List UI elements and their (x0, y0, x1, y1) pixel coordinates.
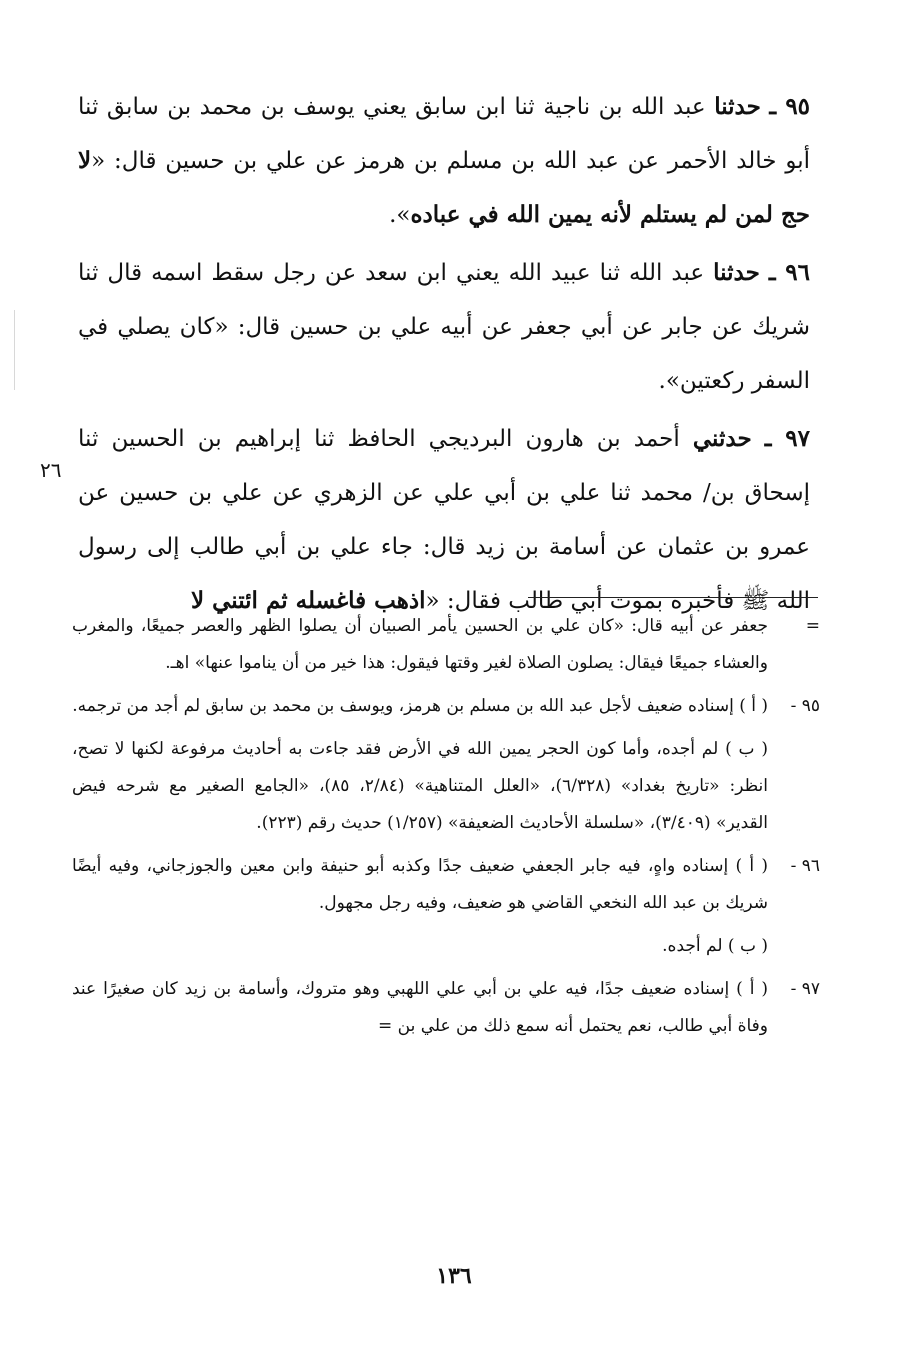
page-number: ١٣٦ (436, 1263, 472, 1289)
footnote-96 (72, 848, 820, 922)
hadith-text: عبد الله بن ناجية ثنا ابن سابق يعني يوسف بن محمد بن سابق ثنا أبو خالد الأحمر عن عبد الله بن مسلم بن هرمز عن علي بن حسين قال: « (78, 94, 810, 174)
footnote-text-a: ( أ ) إسناده ضعيف جدًا، فيه علي بن أبي علي اللهبي وهو متروك، وأسامة بن زيد كان صغيرًا عند وفاة أبي طالب، نعم يحتمل أنه سمع ذلك من علي بن = (72, 979, 768, 1036)
footnote-97 (72, 971, 820, 1045)
margin-page-reference: ٢٦ (40, 458, 62, 482)
narration-lead: حدثنا (714, 93, 761, 120)
hadith-number: ٩٦ ـ (768, 259, 811, 286)
footnote-number: ٩٧ - (790, 979, 820, 999)
hadith-end: ». (389, 202, 411, 228)
footnote-text-a: ( أ ) إسناده ضعيف لأجل عبد الله بن مسلم بن هرمز، ويوسف بن محمد بن سابق لم أجد من ترجمه. (72, 696, 768, 716)
footnote-text-a: ( أ ) إسناده واهٍ، فيه جابر الجعفي ضعيف جدًا وكذبه أبو حنيفة وابن معين والجوزجاني، وفيه أيضًا شريك بن عبد الله النخعي القاضي هو ضعيف، وفيه رجل مجهول. (72, 856, 768, 913)
footnote-number: ٩٦ - (790, 856, 820, 876)
hadith-95 (78, 80, 810, 242)
footnote-continuation (72, 608, 820, 682)
hadith-number: ٩٥ ـ (769, 93, 811, 120)
footnote-95-b: ( ب ) لم أجده، وأما كون الحجر يمين الله في الأرض فقد جاءت به أحاديث مرفوعة لكنها لا تصح، انظر: «تاريخ بغداد» (٦/٣٢٨)، «العلل المتناهية» (٢/٨٤، ٨٥)، «الجامع الصغير مع شرحه فيض القدير» (٣/٤٠٩)، «سلسلة الأحاديث الضعيفة» (١/٢٥٧) حديث رقم (٢٢٣). (72, 739, 768, 833)
hadith-96 (78, 246, 810, 408)
footnote-95 (72, 688, 820, 725)
footnote-text: جعفر عن أبيه قال: «كان علي بن الحسين يأمر الصبيان أن يصلوا الظهر والعصر جميعًا، والمغرب والعشاء جميعًا فيقال: يصلون الصلاة لغير وقتها فيقول: هذا خير من أن يناموا عنها» اهـ. (72, 616, 768, 673)
scan-edge-mark (14, 310, 15, 390)
hadith-matn: اذهب فاغسله ثم ائتني لا (190, 587, 426, 614)
hadith-text: عبد الله ثنا عبيد الله يعني ابن سعد عن رجل سقط اسمه قال ثنا شريك عن جابر عن أبي جعفر عن أبيه علي بن حسين قال: «كان يصلي في السفر ركعتين». (78, 260, 810, 394)
narration-lead: حدثني (692, 425, 752, 452)
hadith-text: أحمد بن هارون البرديجي الحافظ ثنا إبراهيم بن الحسين ثنا إسحاق بن/ محمد ثنا علي بن أبي علي عن الزهري عن علي بن حسين عن عمرو بن عثمان عن أسامة بن زيد قال: جاء علي بن أبي طالب إلى رسول الله ﷺ فأخبره بموت أبي طالب فقال: « (78, 426, 810, 614)
continuation-mark: = (805, 616, 820, 636)
footnote-96-b: ( ب ) لم أجده. (662, 936, 768, 956)
main-text (78, 80, 810, 632)
footnotes (72, 608, 820, 1051)
footnote-separator (528, 597, 818, 598)
footnote-number: ٩٥ - (790, 696, 820, 716)
hadith-number: ٩٧ ـ (764, 425, 811, 452)
hadith-matn: لا حج لمن لم يستلم لأنه يمين الله في عباده (78, 147, 810, 228)
narration-lead: حدثنا (713, 259, 760, 286)
hadith-97 (78, 412, 810, 628)
